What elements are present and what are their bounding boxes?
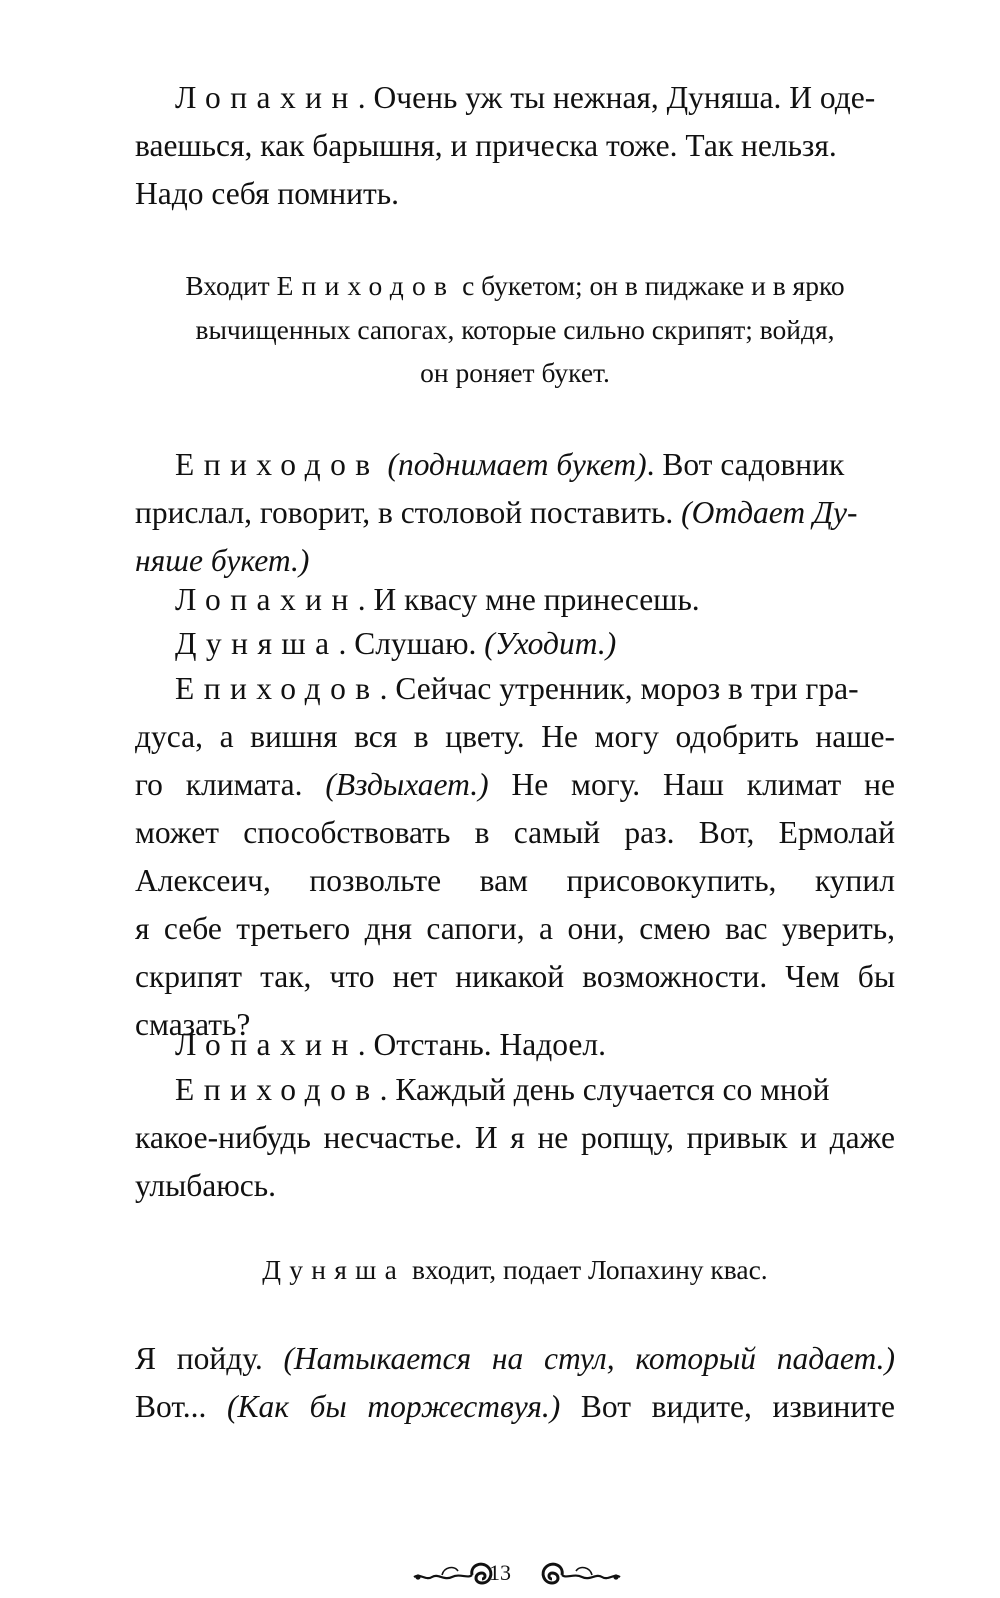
speech-text: . И квасу мне принесешь. [357, 582, 700, 617]
left-scroll-flourish-icon [412, 1555, 494, 1591]
speaker-name: Лопахин [175, 80, 358, 115]
stage-line [135, 1248, 895, 1292]
stage-direction-inline: няше букет.) [135, 543, 310, 578]
speech-line [135, 761, 895, 809]
speech-text: . Сейчас утренник, мороз в три гра- [379, 671, 859, 706]
speech-line: скрипят так, что нет никакой возможности. Чем бы [135, 959, 895, 994]
speech-line: Алексеич, позвольте вам присовокупить, купил [135, 863, 895, 898]
speech-epikhodov-1 [135, 441, 895, 585]
speech-text: . Очень уж ты нежная, Дуняша. И оде- [357, 80, 876, 115]
speech-dunyasha-1 [135, 620, 895, 668]
speech-line [135, 489, 895, 537]
stage-line [135, 264, 895, 308]
speech-line: Надо себя помнить. [135, 176, 399, 211]
character-name: Епиходов [276, 270, 456, 301]
speech-line [135, 576, 895, 624]
page-footer [0, 1555, 1000, 1595]
speech-line [135, 441, 895, 489]
speaker-name: Епиходов [175, 671, 380, 706]
stage-direction-inline: (Как бы торжествуя.) [227, 1389, 561, 1424]
right-scroll-flourish-icon [540, 1555, 622, 1591]
speech-text: Не могу. Наш климат не [511, 767, 895, 802]
speech-line: я себе третьего дня сапоги, а они, смею вас уверить, [135, 911, 895, 946]
speech-line [135, 620, 895, 668]
speech-epikhodov-3 [135, 1066, 895, 1210]
speech-line [135, 1335, 895, 1383]
stage-direction-inline: (Уходит.) [484, 626, 617, 661]
speech-text: . Слушаю. [338, 626, 477, 661]
stage-direction-2 [135, 1248, 895, 1292]
speech-epikhodov-continuation [135, 1335, 895, 1431]
speech-line: дуса, а вишня вся в цвету. Не могу одобрить наше- [135, 719, 895, 754]
stage-direction-1 [135, 264, 895, 395]
speech-line: какое-нибудь несчастье. И я не ропщу, привык и даже [135, 1120, 895, 1155]
speech-line [135, 1021, 895, 1069]
speech-line: ваешься, как барышня, и прическа тоже. Так нельзя. [135, 128, 837, 163]
speech-text: прислал, говорит, в столовой поставить. [135, 495, 674, 530]
speech-line [135, 1066, 895, 1114]
speech-text: . Вот садовник [646, 447, 845, 482]
speaker-name: Лопахин [175, 582, 358, 617]
stage-prefix: Входит [185, 270, 270, 301]
speech-line [135, 1383, 895, 1431]
character-name: Дуняша [262, 1254, 406, 1285]
speech-lopakhin-2 [135, 576, 895, 624]
speaker-name: Епиходов [175, 447, 380, 482]
page-number: 13 [489, 1560, 511, 1585]
stage-text: входит, подает Лопахину квас. [411, 1254, 768, 1285]
speech-text: Я пойду. [135, 1341, 263, 1376]
speech-text: Вот видите, извините [580, 1389, 896, 1424]
speech-text: . Каждый день случается со мной [379, 1072, 830, 1107]
speech-line [135, 74, 895, 122]
speech-line: смазать? [135, 1007, 251, 1042]
speech-text: Вот... [135, 1389, 207, 1424]
stage-text: с букетом; он в пиджаке и в ярко [462, 270, 845, 301]
stage-line: вычищенных сапогах, которые сильно скрипят; войдя, [195, 313, 835, 345]
stage-direction-inline: (поднимает букет) [387, 447, 647, 482]
speaker-name: Епиходов [175, 1072, 380, 1107]
speech-text: . Отстань. Надоел. [357, 1027, 606, 1062]
speech-text: го климата. [135, 767, 303, 802]
speech-line [135, 665, 895, 713]
speaker-name: Дуняша [175, 626, 339, 661]
stage-direction-inline: (Отдает Ду- [681, 495, 858, 530]
speech-line: улыбаюсь. [135, 1168, 277, 1203]
speech-line: может способствовать в самый раз. Вот, Ермолай [135, 815, 895, 850]
stage-line: он роняет букет. [420, 357, 610, 388]
speech-epikhodov-2 [135, 665, 895, 1049]
speech-lopakhin-1 [135, 74, 895, 218]
stage-direction-inline: (Вздыхает.) [325, 767, 489, 802]
stage-direction-inline: (Натыкается на стул, который падает.) [283, 1341, 895, 1376]
speech-lopakhin-3 [135, 1021, 895, 1069]
speaker-name: Лопахин [175, 1027, 358, 1062]
